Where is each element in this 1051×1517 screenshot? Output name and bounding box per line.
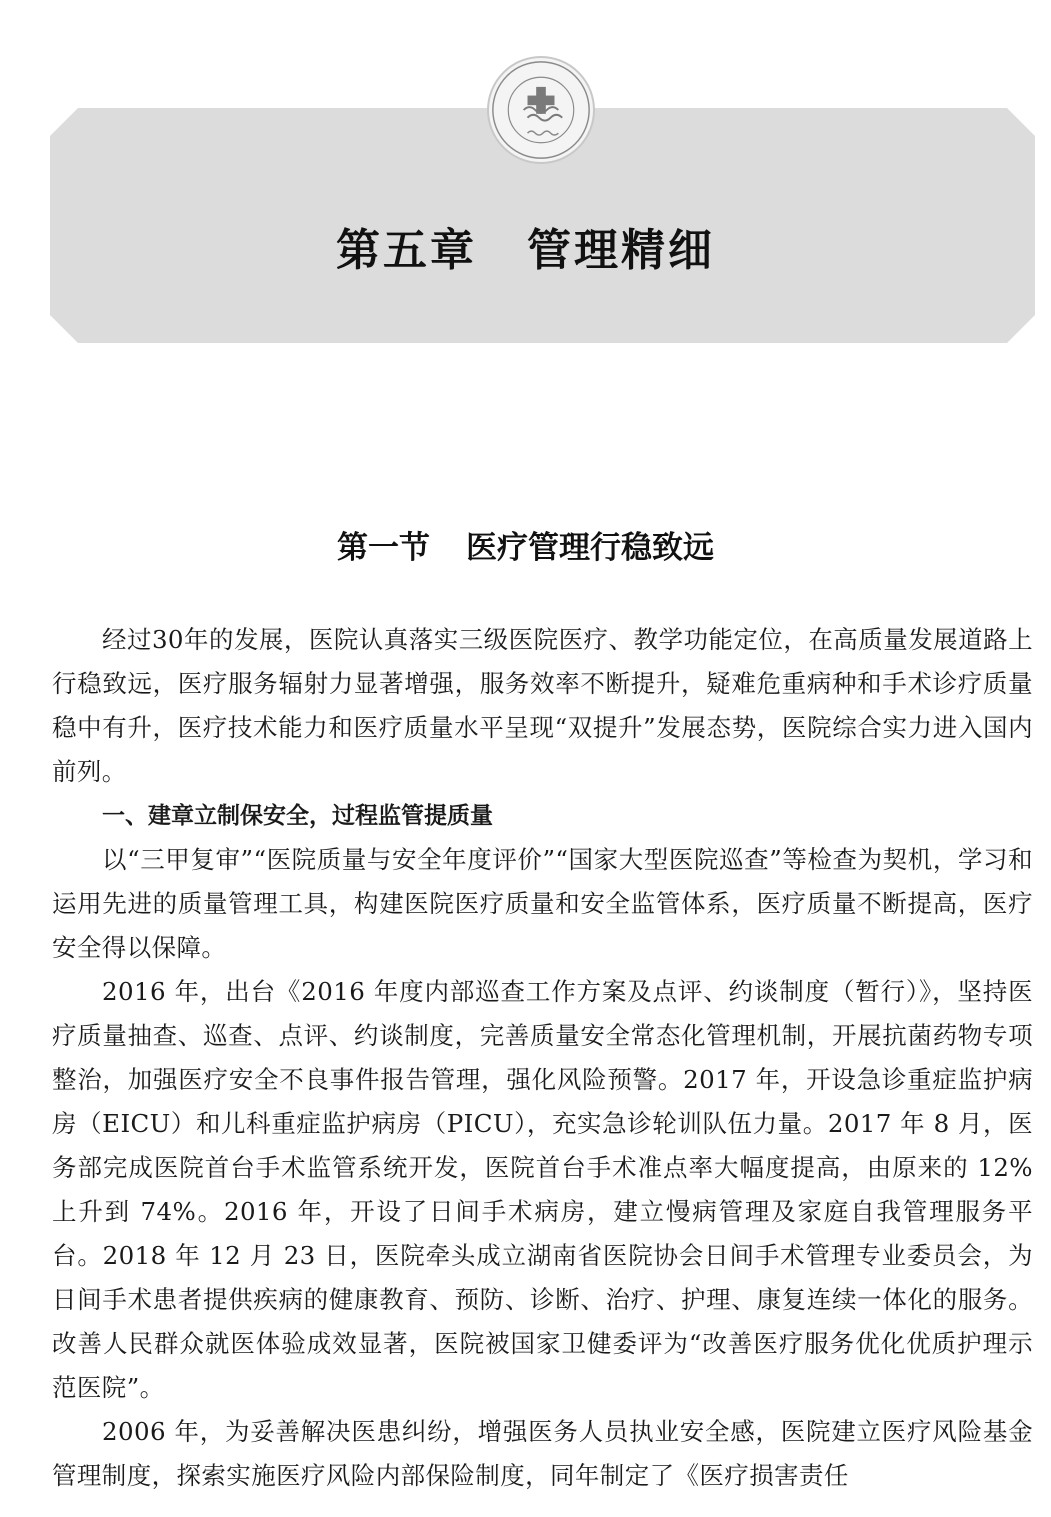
hospital-seal-icon: [489, 58, 593, 162]
chapter-title: [0, 214, 1051, 278]
paragraph-4: 2006 年，为妥善解决医患纠纷，增强医务人员执业安全感，医院建立医疗风险基金管理制度，探索实施医疗风险内部保险制度，同年制定了《医疗损害责任: [52, 1417, 1033, 1490]
subheading-1: 一、建章立制保安全，过程监管提质量: [102, 803, 493, 829]
body-text: [52, 618, 1033, 1498]
section-name: 医疗管理行稳致远: [466, 530, 714, 566]
hospital-seal-logo: [487, 56, 595, 164]
section-title: [0, 522, 1051, 567]
chapter-number: 第五章: [336, 225, 477, 276]
chapter-name: 管理精细: [527, 225, 715, 276]
paragraph-3: 2016 年，出台《2016 年度内部巡查工作方案及点评、约谈制度（暂行）》，坚持医疗质量抽查、巡查、点评、约谈制度，完善质量安全常态化管理机制，开展抗菌药物专项整治，加强医疗安全不良事件报告管理，强化风险预警。2017 年，开设急诊重症监护病房（EICU）和儿科重症监护病房（PICU），充实急诊轮训队伍力量。2017 年 8 月，医务部完成医院首台手术监管系统开发，医院首台手术准点率大幅度提高，由原来的 12% 上升到 74%。2016 年，开设了日间手术病房，建立慢病管理及家庭自我管理服务平台。2018 年 12 月 23 日，医院牵头成立湖南省医院协会日间手术管理专业委员会，为日间手术患者提供疾病的健康教育、预防、诊断、治疗、护理、康复连续一体化的服务。改善人民群众就医体验成效显著，医院被国家卫健委评为“改善医疗服务优化优质护理示范医院”。: [52, 977, 1033, 1402]
paragraph-intro: 经过30年的发展，医院认真落实三级医院医疗、教学功能定位，在高质量发展道路上行稳致远，医疗服务辐射力显著增强，服务效率不断提升，疑难危重病种和手术诊疗质量稳中有升，医疗技术能力和医疗质量水平呈现“双提升”发展态势，医院综合实力进入国内前列。: [52, 625, 1033, 786]
section-number: 第一节: [337, 530, 430, 566]
paragraph-2: 以“三甲复审”“医院质量与安全年度评价”“国家大型医院巡查”等检查为契机，学习和运用先进的质量管理工具，构建医院医疗质量和安全监管体系，医疗质量不断提高，医疗安全得以保障。: [52, 845, 1033, 962]
